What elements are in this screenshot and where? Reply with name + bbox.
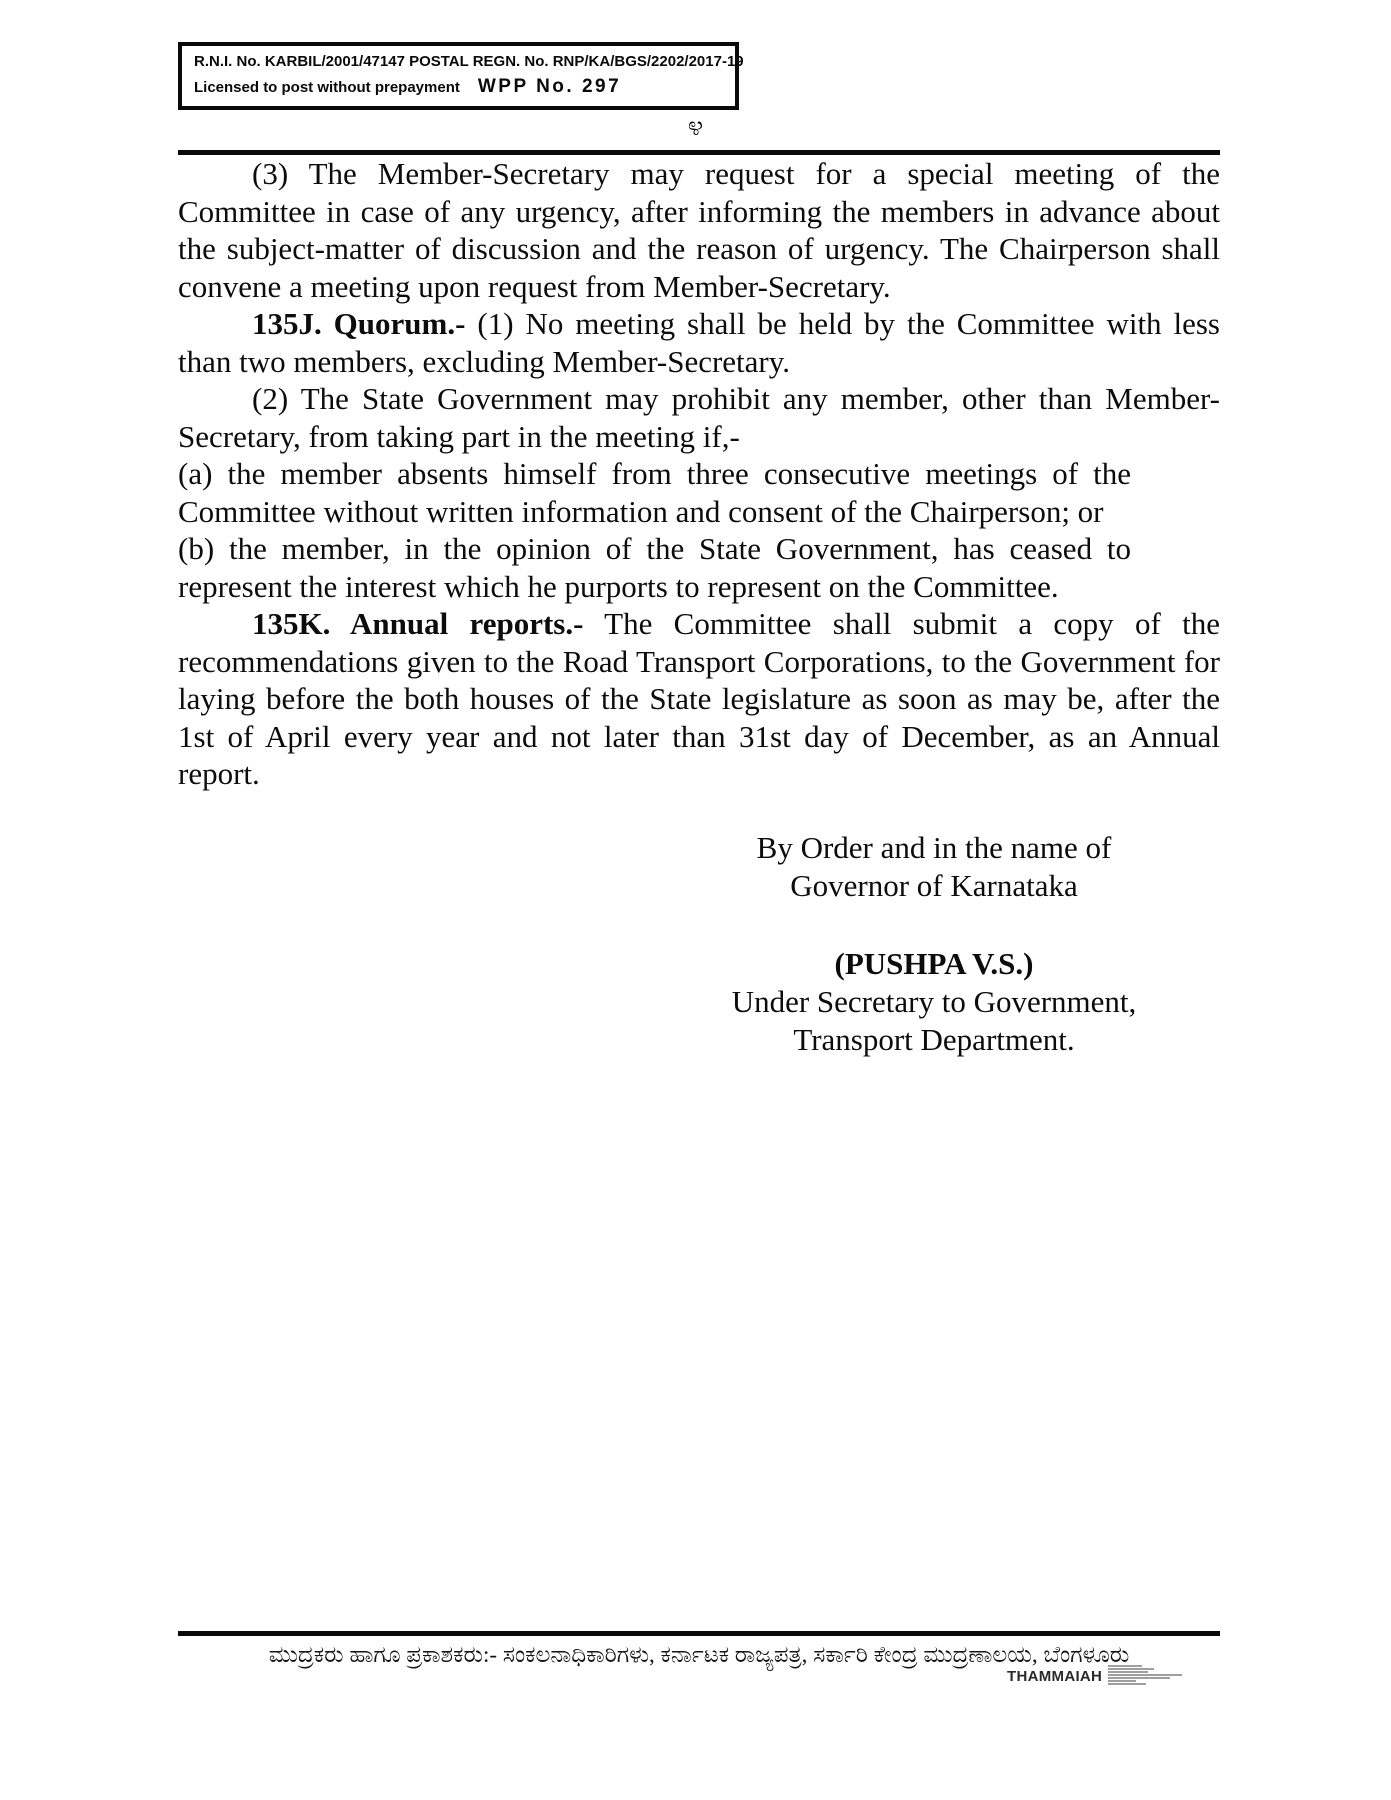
clause-b: (b) the member, in the opinion of the State Government, has ceased to represent the interest which he purports to represent on the Committee.: [178, 531, 1131, 604]
wpp-number: WPP No. 297: [477, 76, 622, 97]
paragraph-3: (3) The Member-Secretary may request for a special meeting of the Committee in case of any urgency, after informing the members in advance about the subject-matter of discussion and the reason of urgency. The Chairperson shall convene a meeting upon request from Member-Secretary.: [178, 156, 1220, 304]
document-body: [178, 155, 1220, 1059]
license-to-post-text: Licensed to post without prepayment: [194, 79, 460, 96]
section-135j-text: (1) No meeting shall be held by the Committee with less than two members, excluding Member-Secretary.: [178, 306, 1220, 379]
digital-signatory-name: THAMMAIAH: [1007, 1667, 1103, 1685]
section-135k-text: The Committee shall submit a copy of the recommendations given to the Road Transport Corporations, to the Government for laying before the both houses of the State legislature as soon as may be, after the 1st of April every year and not later than 31st day of December, as an Annual report.: [178, 606, 1220, 791]
paragraph-2: (2) The State Government may prohibit any member, other than Member-Secretary, from taking part in the meeting if,-: [178, 381, 1220, 454]
page-number-kannada: ೪: [687, 111, 704, 142]
rni-postal-regn-number: R.N.I. No. KARBIL/2001/47147 POSTAL REGN. No. RNP/KA/BGS/2202/2017-19: [194, 53, 744, 70]
signature-block: [694, 829, 1174, 1059]
signature-scribble-icon: [1108, 1664, 1186, 1688]
printer-imprint-kannada: ಮುದ್ರಕರು ಹಾಗೂ ಪ್ರಕಾಶಕರು:- ಸಂಕಲನಾಧಿಕಾರಿಗಳು, ಕರ್ನಾಟಕ ರಾಜ್ಯಪತ್ರ, ಸರ್ಕಾರಿ ಕೇಂದ್ರ ಮುದ್ರಣಾಲಯ, ಬೆಂಗಳೂರು: [268, 1642, 1130, 1667]
clause-a: (a) the member absents himself from three consecutive meetings of the Committee without written information and consent of the Chairperson; or: [178, 456, 1131, 529]
bottom-rule: [178, 1631, 1220, 1636]
signatory-title-2: Transport Department.: [793, 1021, 1075, 1057]
signatory-title-1: Under Secretary to Government,: [731, 983, 1137, 1019]
by-order-line: By Order and in the name of: [756, 829, 1112, 865]
paragraph-135k: [178, 605, 1220, 793]
governor-line: Governor of Karnataka: [790, 867, 1078, 903]
section-135j-heading: 135J. Quorum.-: [252, 306, 466, 341]
signatory-name: (PUSHPA V.S.): [834, 945, 1034, 981]
license-line: [194, 76, 727, 98]
paragraph-135j: [178, 305, 1220, 380]
section-135k-heading: 135K. Annual reports.-: [252, 606, 584, 641]
digital-signature-row: [1007, 1664, 1186, 1688]
postal-registration-box: [178, 42, 744, 110]
